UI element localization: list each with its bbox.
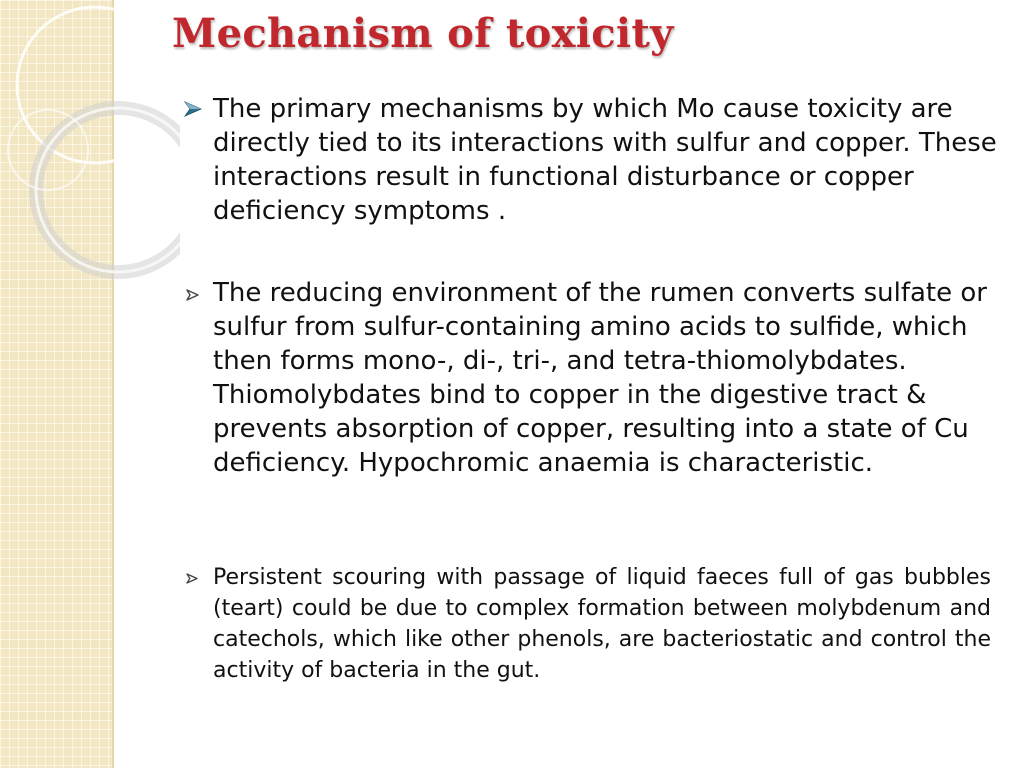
bullet-item-text: Persistent scouring with passage of liquid faeces full of gas bubbles (teart) could be due to complex formation between molybdenum and catechols, which like other phenols, are bacteriostatic and control the activity of bacteria in the gut. bbox=[213, 565, 991, 683]
arrow-bullet-icon bbox=[184, 101, 202, 117]
arrow-bullet-icon bbox=[186, 289, 199, 301]
bullet-item-text: The reducing environment of the rumen converts sulfate or sulfur from sulfur-containing amino acids to sulfide, which then forms mono-, di-, tri-, and tetra-thiomolybdates. Thiomolybdates bind to copper in the digestive tract & prevents absorption of copper, resulting into a state of Cu deficiency. Hypochromic anaemia is characteristic. bbox=[213, 278, 987, 478]
slide-title: Mechanism of toxicity bbox=[172, 10, 674, 57]
decorative-rings bbox=[0, 0, 180, 300]
arrow-bullet-icon bbox=[186, 573, 198, 584]
bullet-item-text: The primary mechanisms by which Mo cause toxicity are directly tied to its interactions with sulfur and copper. These interactions result in functional disturbance or copper deficiency symptoms . bbox=[213, 94, 997, 226]
